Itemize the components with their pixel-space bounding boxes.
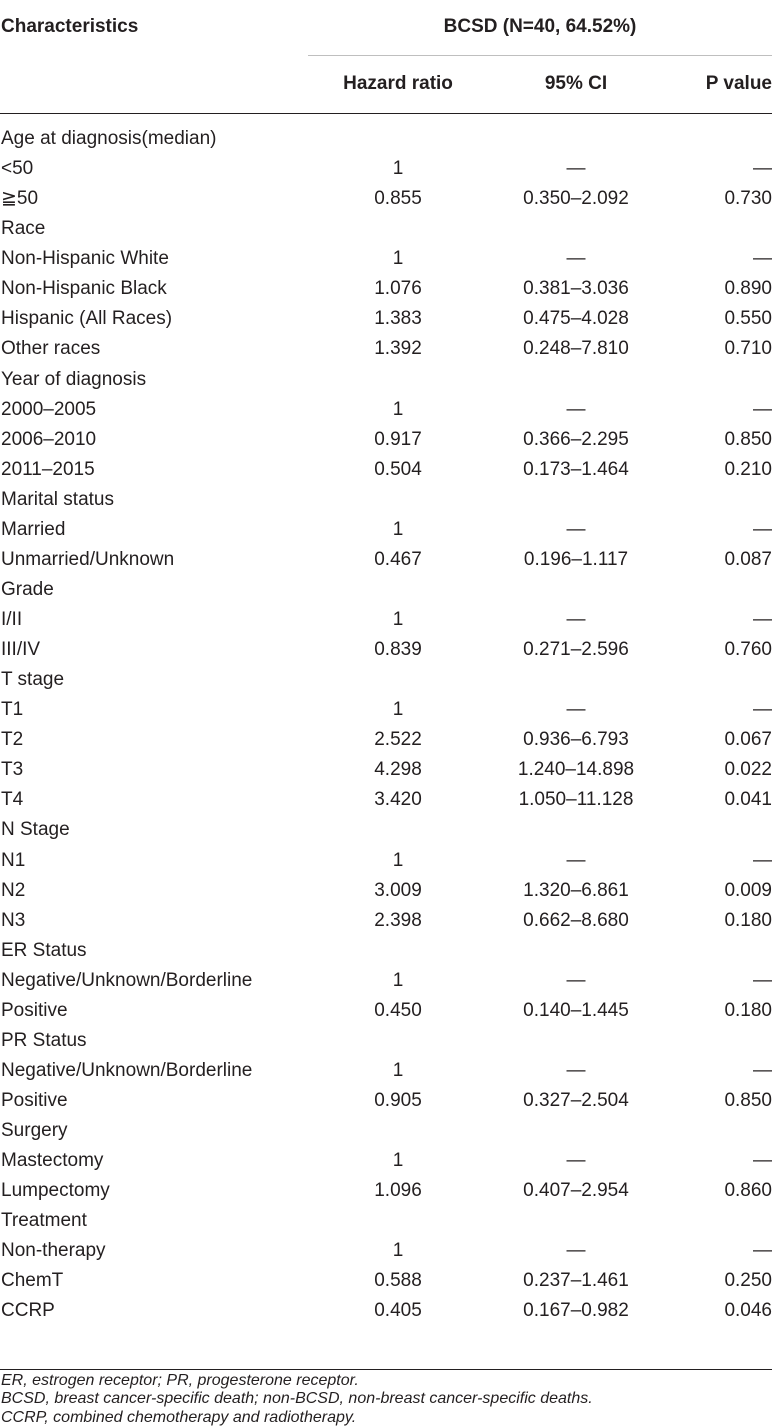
row-label: <50 [1,158,34,180]
row-label: T4 [1,789,24,811]
p-value-cell: 0.250 [724,1270,772,1292]
hazard-ratio-cell: 2.398 [374,909,422,931]
row-label: Married [1,518,66,540]
p-value-cell: 0.022 [724,759,772,781]
table-row [0,575,772,605]
row-label: Other races [1,338,101,360]
ci-cell: 0.173–1.464 [523,458,629,480]
ci-cell: — [566,248,586,270]
row-label: Year of diagnosis [1,368,147,390]
table-row [0,695,772,725]
p-value-cell: 0.890 [724,278,772,300]
row-label: Positive [1,999,68,1021]
row-label: T1 [1,699,24,721]
hazard-ratio-cell: 1 [392,699,404,721]
header-bcsd-group: BCSD (N=40, 64.52%) [443,16,637,37]
footnotes [1,1372,771,1427]
hazard-ratio-cell: 1 [392,1150,404,1172]
ci-cell: — [566,1240,586,1262]
hazard-ratio-cell: 1 [392,398,404,420]
row-label: Non-therapy [1,1240,106,1262]
table-row [0,1296,772,1326]
row-label: Grade [1,578,54,600]
table-row [0,425,772,455]
ci-cell: 0.936–6.793 [523,729,629,751]
p-value-cell: — [753,699,772,721]
header-bottom-rule [0,113,772,114]
table-header-row-2 [0,56,772,113]
ci-cell: 0.662–8.680 [523,909,629,931]
row-label: Marital status [1,488,114,510]
footnote: CCRP, combined chemotherapy and radiotherapy. [1,1408,357,1426]
row-label: 2000–2005 [1,398,97,420]
hazard-ratio-cell: 0.917 [374,428,422,450]
p-value-cell: 0.046 [724,1300,772,1322]
ci-cell: 0.167–0.982 [523,1300,629,1322]
p-value-cell: 0.730 [724,188,772,210]
p-value-cell: 0.550 [724,308,772,330]
table-row [0,725,772,755]
table-row [0,304,772,334]
table-row [0,214,772,244]
p-value-cell: 0.710 [724,338,772,360]
row-label: CCRP [1,1300,55,1322]
table-row [0,395,772,425]
ci-cell: 0.381–3.036 [523,278,629,300]
hazard-ratio-cell: 1 [392,609,404,630]
table-row [0,755,772,785]
row-label: Treatment [1,1210,87,1232]
hazard-ratio-cell: 0.839 [374,639,422,661]
table-header-row-1 [0,0,772,55]
ci-cell: — [566,699,586,721]
hazard-ratio-cell: 1 [392,518,404,540]
table-bottom-rule [0,1369,772,1370]
p-value-cell: 0.067 [724,729,772,751]
hazard-ratio-cell: 0.905 [374,1090,422,1111]
hazard-ratio-cell: 1 [392,248,404,270]
ci-cell: — [566,398,586,420]
table-row [0,274,772,304]
row-label: Mastectomy [1,1150,104,1172]
hazard-ratio-cell: 3.420 [374,789,422,811]
table-row [0,1266,772,1296]
table-row [0,244,772,274]
table-row [0,154,772,184]
ci-cell: 0.140–1.445 [523,999,629,1021]
hazard-ratio-cell: 0.450 [374,999,422,1021]
hazard-ratio-cell: 1 [392,1240,404,1262]
table-row [0,334,772,364]
row-label: T2 [1,729,24,751]
row-label: Hispanic (All Races) [1,308,173,330]
hazard-ratio-cell: 1 [392,1059,404,1081]
hazard-ratio-cell: 2.522 [374,729,422,751]
row-label: PR Status [1,1029,87,1051]
table-row [0,1206,772,1236]
table-row [0,785,772,815]
table-row [0,815,772,845]
p-value-cell: 0.087 [724,548,772,570]
hazard-ratio-cell: 0.588 [374,1270,422,1292]
table-row [0,876,772,906]
hazard-ratio-cell: 4.298 [374,759,422,781]
row-label: 2006–2010 [1,428,97,450]
row-label: T3 [1,759,24,781]
hazard-ratio-cell: 0.855 [374,188,422,210]
hazard-ratio-cell: 1.096 [374,1180,422,1202]
table-row [0,1116,772,1146]
ci-cell: 0.350–2.092 [523,188,629,210]
table-row [0,1146,772,1176]
row-label: Unmarried/Unknown [1,548,175,570]
p-value-cell: 0.850 [724,428,772,450]
table-row [0,1026,772,1056]
table-row [0,455,772,485]
header-characteristics: Characteristics [1,16,139,37]
hazard-ratio-cell: 0.405 [374,1300,422,1322]
header-95-ci: 95% CI [544,73,608,94]
table-row [0,485,772,515]
table-body [0,124,772,1327]
ci-cell: — [566,609,586,630]
p-value-cell: 0.760 [724,639,772,661]
row-label: ≧50 [1,188,39,210]
row-label: N3 [1,909,26,931]
row-label: Negative/Unknown/Borderline [1,969,253,991]
row-label: I/II [1,609,23,630]
hazard-ratio-cell: 1 [392,849,404,871]
table-row [0,846,772,876]
p-value-cell: — [753,849,772,871]
ci-cell: 0.475–4.028 [523,308,629,330]
ci-cell: 0.366–2.295 [523,428,629,450]
ci-cell: — [566,849,586,871]
ci-cell: — [566,969,586,991]
ci-cell: — [566,1059,586,1081]
hazard-ratio-cell: 1.392 [374,338,422,360]
table-row [0,515,772,545]
ci-cell: 1.320–6.861 [523,879,629,901]
table-row [0,906,772,936]
p-value-cell: — [753,398,772,420]
ci-cell: 0.271–2.596 [523,639,629,661]
header-p-value: P value [705,73,772,94]
hazard-ratio-cell: 1.076 [374,278,422,300]
p-value-cell: — [753,158,772,180]
hazard-ratio-cell: 1.383 [374,308,422,330]
p-value-cell: — [753,248,772,270]
table-row [0,124,772,154]
header-hazard-ratio: Hazard ratio [343,73,453,94]
row-label: ER Status [1,939,87,961]
p-value-cell: 0.041 [724,789,772,811]
p-value-cell: — [753,1240,772,1262]
ci-cell: 1.240–14.898 [517,759,635,781]
table-row [0,966,772,996]
p-value-cell: 0.180 [724,909,772,931]
row-label: Non-Hispanic White [1,248,169,270]
p-value-cell: 0.850 [724,1090,772,1111]
p-value-cell: — [753,969,772,991]
row-label: N1 [1,849,26,871]
row-label: T stage [1,669,65,691]
row-label: Lumpectomy [1,1180,110,1202]
table-row [0,665,772,695]
table-row [0,996,772,1026]
row-label: 2011–2015 [1,458,95,480]
row-label: N2 [1,879,26,901]
ci-cell: 0.237–1.461 [523,1270,629,1292]
row-label: ChemT [1,1270,64,1292]
p-value-cell: 0.860 [724,1180,772,1202]
row-label: Positive [1,1090,68,1111]
table-row [0,184,772,214]
table-row [0,1176,772,1206]
p-value-cell: 0.180 [724,999,772,1021]
p-value-cell: 0.009 [724,879,772,901]
p-value-cell: — [753,609,772,630]
footnote: BCSD, breast cancer-specific death; non-BCSD, non-breast cancer-specific deaths. [1,1390,593,1408]
ci-cell: 0.196–1.117 [523,548,629,570]
table-row [0,545,772,575]
row-label: N Stage [1,819,70,841]
row-label: Race [1,218,46,240]
table-row [0,1086,772,1116]
ci-cell: 0.407–2.954 [523,1180,629,1202]
hazard-ratio-cell: 1 [392,969,404,991]
p-value-cell: — [753,1150,772,1172]
table-row [0,605,772,635]
ci-cell: — [566,1150,586,1172]
ci-cell: — [566,158,586,180]
p-value-cell: 0.210 [724,458,772,480]
hazard-ratio-cell: 3.009 [374,879,422,901]
row-label: Age at diagnosis(median) [1,128,217,149]
p-value-cell: — [753,1059,772,1081]
ci-cell: — [566,518,586,540]
table-row [0,1236,772,1266]
hazard-ratio-cell: 0.504 [374,458,422,480]
hazard-ratio-cell: 0.467 [374,548,422,570]
ci-cell: 0.327–2.504 [523,1090,629,1111]
footnote: ER, estrogen receptor; PR, progesterone receptor. [1,1372,359,1389]
table-row [0,1056,772,1086]
hazard-ratio-cell: 1 [392,158,404,180]
table-row [0,365,772,395]
row-label: III/IV [1,639,41,661]
table-row [0,936,772,966]
ci-cell: 1.050–11.128 [518,789,634,811]
ci-cell: 0.248–7.810 [523,338,629,360]
p-value-cell: — [753,518,772,540]
row-label: Surgery [1,1120,68,1142]
table-row [0,635,772,665]
row-label: Non-Hispanic Black [1,278,167,300]
row-label: Negative/Unknown/Borderline [1,1059,253,1081]
